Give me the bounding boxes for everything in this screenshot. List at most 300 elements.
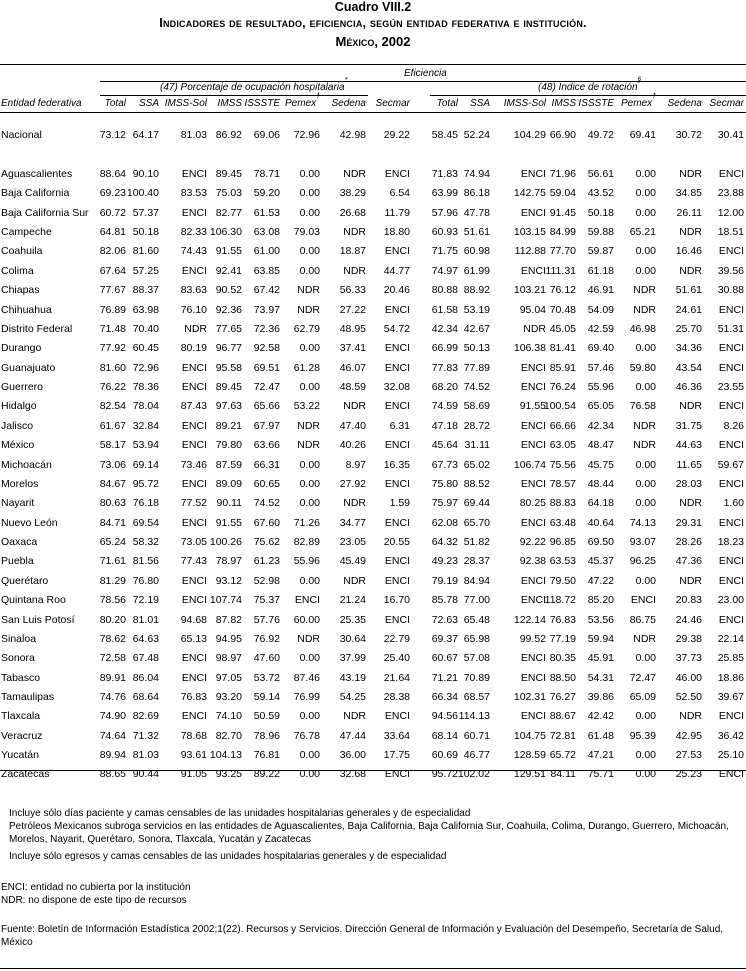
- table-cell: 74.43: [180, 245, 207, 258]
- table-cell: 54.25: [339, 690, 366, 703]
- table-cell: 0.00: [299, 652, 320, 665]
- table-cell: 94.68: [180, 613, 207, 626]
- table-cell: 81.56: [132, 555, 159, 568]
- table-cell: 89.94: [99, 749, 126, 762]
- table-cell: 69.14: [132, 458, 159, 471]
- table-cell: 79.03: [293, 226, 320, 239]
- table-cell: 65.13: [180, 632, 207, 645]
- table-cell: 65.21: [629, 226, 656, 239]
- table-cell: 60.98: [463, 245, 490, 258]
- legend-ndr: NDR: no dispone de este tipo de recursos: [1, 895, 187, 906]
- table-cell: 95.58: [215, 361, 242, 374]
- table-cell: 89.22: [253, 768, 280, 781]
- table-cell: 42.42: [587, 710, 614, 723]
- table-cell: 45.64: [431, 439, 458, 452]
- table-cell: 8.26: [723, 419, 744, 432]
- table-cell: 60.72: [99, 206, 126, 219]
- table-cell: NDR: [343, 168, 366, 180]
- table-cell: 69.44: [463, 497, 490, 510]
- table-cell: 77.67: [99, 284, 126, 297]
- table-cell: ENCI: [718, 574, 744, 587]
- table-cell: 46.91: [587, 284, 614, 297]
- table-cell: 76.58: [629, 400, 656, 413]
- table-cell: 72.19: [132, 594, 159, 607]
- table-cell: 12.00: [717, 206, 744, 219]
- table-cell: 76.83: [549, 613, 576, 626]
- table-cell: 29.38: [675, 632, 702, 645]
- table-cell: 46.36: [675, 381, 702, 394]
- table-cell: 8.97: [345, 458, 366, 471]
- row-label: Querétaro: [1, 574, 49, 587]
- table-cell: 22.79: [383, 632, 410, 645]
- table-cell: ENCI: [520, 381, 546, 394]
- table-cell: 65.66: [253, 400, 280, 413]
- footnote: Petróleos Mexicanos subroga servicios en las entidades de Aguascalientes, Baja California, Baja California Sur, Coahuila, Colima, Durango, Guerrero, Michoacán, Morelos, Nayarit, Querétaro, Sonora, Tlaxcala, Yucatán y Zacatecas: [9, 821, 729, 845]
- table-cell: 95.04: [519, 303, 546, 316]
- table-cell: 34.77: [339, 516, 366, 529]
- table-cell: 82.77: [215, 206, 242, 219]
- table-cell: 57.76: [253, 613, 280, 626]
- table-cell: 45.75: [587, 458, 614, 471]
- table-cell: 87.59: [215, 458, 242, 471]
- table-cell: 18.23: [717, 536, 744, 549]
- row-label: Guerrero: [1, 381, 44, 394]
- table-cell: 77.52: [180, 497, 207, 510]
- table-cell: NDR: [679, 574, 702, 587]
- table-cell: 88.37: [132, 284, 159, 297]
- table-cell: 69.50: [587, 536, 614, 549]
- table-cell: 42.59: [587, 322, 614, 335]
- table-cell: 75.71: [587, 768, 614, 781]
- table-cell: 29.31: [675, 516, 702, 529]
- table-cell: 47.44: [339, 729, 366, 742]
- table-cell: ENCI: [718, 342, 744, 355]
- table-cell: 40.64: [587, 516, 614, 529]
- table-cell: ENCI: [520, 574, 546, 587]
- table-cell: 88.92: [463, 284, 490, 297]
- table-cell: 11.65: [676, 458, 702, 471]
- table-cell: 85.20: [587, 594, 614, 607]
- table-cell: 37.41: [339, 342, 366, 355]
- table-cell: 78.04: [132, 400, 159, 413]
- table-cell: 1.59: [389, 497, 410, 510]
- table-cell: 28.72: [463, 419, 490, 432]
- row-label: Tamaulipas: [1, 690, 55, 703]
- table-cell: 76.83: [180, 690, 207, 703]
- table-cell: 30.64: [339, 632, 366, 645]
- table-cell: 95.72: [431, 768, 458, 781]
- table-cell: 0.00: [299, 206, 320, 219]
- eficiencia-label: Eficiencia: [404, 68, 447, 79]
- table-cell: 0.00: [299, 710, 320, 723]
- table-cell: 89.21: [215, 419, 242, 432]
- table-cell: 76.18: [132, 497, 159, 510]
- table-cell: ENCI: [181, 477, 207, 490]
- table-number: Cuadro VIII.2: [334, 0, 412, 14]
- table-cell: 59.80: [629, 361, 656, 374]
- table-cell: 88.65: [99, 768, 126, 781]
- row-label: Jalisco: [1, 419, 34, 432]
- table-cell: 61.99: [463, 264, 490, 277]
- table-cell: 86.04: [132, 671, 159, 684]
- table-cell: 81.41: [549, 342, 576, 355]
- table-cell: ENCI: [181, 361, 207, 374]
- table-cell: 84.11: [550, 768, 576, 781]
- table-cell: ENCI: [718, 477, 744, 490]
- table-cell: 0.00: [635, 710, 656, 723]
- row-label: Morelos: [1, 477, 39, 490]
- table-cell: NDR: [343, 574, 366, 587]
- table-cell: 48.59: [339, 381, 366, 394]
- table-cell: 60.45: [132, 342, 159, 355]
- table-cell: 61.18: [587, 264, 614, 277]
- column-header-ssa: SSA: [469, 98, 490, 109]
- table-cell: 111.31: [545, 264, 576, 277]
- table-cell: 64.17: [132, 129, 159, 141]
- table-cell: 69.06: [253, 129, 280, 141]
- table-cell: 72.96: [293, 129, 320, 141]
- table-cell: 23.88: [717, 187, 744, 200]
- table-cell: 100.40: [126, 187, 159, 200]
- table-cell: NDR: [297, 439, 320, 452]
- table-cell: 59.88: [587, 226, 614, 239]
- table-cell: 88.52: [463, 477, 490, 490]
- table-cell: 65.05: [587, 400, 614, 413]
- table-cell: 74.64: [99, 729, 126, 742]
- table-cell: 86.18: [463, 187, 490, 200]
- table-cell: 75.37: [253, 594, 280, 607]
- table-cell: 104.75: [513, 729, 546, 742]
- table-cell: 39.67: [717, 690, 744, 703]
- table-cell: 82.54: [99, 400, 126, 413]
- table-cell: 47.36: [675, 555, 702, 568]
- table-cell: NDR: [343, 710, 366, 723]
- table-cell: 65.02: [463, 458, 490, 471]
- table-cell: NDR: [297, 419, 320, 432]
- column-header-imss: IMSS: [217, 98, 242, 109]
- table-cell: 49.23: [431, 555, 458, 568]
- table-cell: 87.43: [180, 400, 207, 413]
- table-cell: 57.08: [463, 652, 490, 665]
- table-cell: 82.06: [99, 245, 126, 258]
- table-cell: 80.20: [99, 613, 126, 626]
- table-cell: ENCI: [181, 381, 207, 394]
- table-cell: 0.00: [635, 381, 656, 394]
- table-cell: 74.76: [99, 690, 126, 703]
- table-cell: 74.97: [431, 264, 458, 277]
- table-cell: 44.63: [675, 439, 702, 452]
- table-cell: 67.97: [253, 419, 280, 432]
- table-cell: NDR: [679, 168, 702, 180]
- table-cell: NDR: [343, 400, 366, 413]
- table-cell: 114.13: [458, 710, 490, 723]
- row-label: Veracruz: [1, 729, 43, 742]
- table-cell: 63.53: [549, 555, 576, 568]
- table-cell: 0.00: [299, 768, 320, 781]
- table-cell: 79.80: [215, 439, 242, 452]
- table-cell: 52.24: [463, 129, 490, 141]
- table-cell: 68.14: [431, 729, 458, 742]
- table-cell: ENCI: [520, 671, 546, 684]
- table-cell: 0.00: [299, 574, 320, 587]
- table-cell: 73.97: [253, 303, 280, 316]
- table-cell: 0.00: [299, 168, 320, 180]
- table-cell: 76.89: [99, 303, 126, 316]
- table-cell: 89.09: [215, 477, 242, 490]
- table-cell: 90.52: [215, 284, 242, 297]
- table-cell: 78.57: [549, 477, 576, 490]
- table-cell: 77.65: [215, 322, 242, 335]
- table-cell: 75.97: [431, 497, 458, 510]
- table-cell: 60.71: [463, 729, 490, 742]
- table-cell: ENCI: [520, 652, 546, 665]
- table-cell: 60.00: [293, 613, 320, 626]
- table-cell: ENCI: [718, 768, 744, 781]
- table-cell: 67.60: [253, 516, 280, 529]
- table-cell: 16.46: [675, 245, 702, 258]
- table-cell: 80.25: [519, 497, 546, 510]
- column-header-sedena: Sedena: [331, 98, 366, 109]
- table-cell: 45.37: [587, 555, 614, 568]
- table-cell: 80.88: [431, 284, 458, 297]
- table-cell: 90.11: [216, 497, 242, 510]
- table-cell: 18.51: [717, 226, 744, 239]
- table-cell: 92.22: [519, 536, 546, 549]
- table-cell: 65.70: [463, 516, 490, 529]
- table-cell: 46.00: [675, 671, 702, 684]
- table-cell: 48.95: [339, 322, 366, 335]
- table-cell: 91.55: [519, 400, 546, 413]
- table-cell: 122.14: [513, 613, 546, 626]
- table-cell: 93.61: [180, 749, 207, 762]
- table-cell: 57.37: [132, 206, 159, 219]
- table-cell: 6.54: [389, 187, 410, 200]
- table-cell: 72.63: [431, 613, 458, 626]
- table-cell: 78.62: [99, 632, 126, 645]
- table-cell: 73.46: [180, 458, 207, 471]
- table-cell: 0.00: [299, 749, 320, 762]
- table-cell: 32.08: [383, 381, 410, 394]
- table-cell: ENCI: [181, 419, 207, 432]
- table-cell: 72.58: [99, 652, 126, 665]
- table-cell: ENCI: [384, 710, 410, 723]
- table-cell: 63.05: [549, 439, 576, 452]
- table-cell: ENCI: [718, 555, 744, 568]
- table-cell: 59.20: [253, 187, 280, 200]
- table-cell: 50.18: [132, 226, 159, 239]
- table-cell: 24.61: [675, 303, 702, 316]
- table-cell: 67.42: [253, 284, 280, 297]
- table-cell: 66.66: [549, 419, 576, 432]
- row-label: Guanajuato: [1, 361, 56, 374]
- table-cell: 96.85: [549, 536, 576, 549]
- table-cell: 58.32: [132, 536, 159, 549]
- table-cell: 63.08: [253, 226, 280, 239]
- table-cell: 0.00: [635, 477, 656, 490]
- table-cell: 16.70: [383, 594, 410, 607]
- table-cell: 48.47: [587, 439, 614, 452]
- table-cell: ENCI: [181, 710, 207, 723]
- table-cell: 98.97: [215, 652, 242, 665]
- table-cell: 84.99: [549, 226, 576, 239]
- column-header-entidad: Entidad federativa: [1, 98, 82, 109]
- table-cell: 0.00: [635, 168, 656, 180]
- legend-enci: ENCI: entidad no cubierta por la institución: [1, 882, 191, 893]
- table-cell: 55.96: [293, 555, 320, 568]
- table-cell: ENCI: [520, 168, 546, 180]
- header-rule: [0, 112, 746, 113]
- table-cell: 65.72: [549, 749, 576, 762]
- table-cell: 71.26: [293, 516, 320, 529]
- table-cell: 84.94: [463, 574, 490, 587]
- table-cell: 0.00: [299, 381, 320, 394]
- row-label: Baja California Sur: [1, 206, 89, 219]
- table-cell: 107.74: [209, 594, 242, 607]
- table-cell: 61.53: [253, 206, 280, 219]
- table-cell: 71.61: [99, 555, 126, 568]
- table-cell: 50.18: [587, 206, 614, 219]
- table-cell: ENCI: [384, 477, 410, 490]
- table-cell: ENCI: [384, 245, 410, 258]
- table-cell: 78.56: [99, 594, 126, 607]
- table-cell: ENCI: [520, 439, 546, 452]
- table-cell: ENCI: [520, 516, 546, 529]
- table-cell: 25.85: [717, 652, 744, 665]
- table-cell: 74.13: [629, 516, 656, 529]
- table-cell: 76.10: [180, 303, 207, 316]
- table-cell: 49.72: [587, 129, 614, 141]
- table-cell: 53.19: [463, 303, 490, 316]
- table-cell: ENCI: [718, 516, 744, 529]
- table-cell: NDR: [679, 226, 702, 239]
- table-cell: 78.36: [132, 381, 159, 394]
- table-cell: 70.89: [463, 671, 490, 684]
- table-cell: 0.00: [299, 477, 320, 490]
- table-cell: 94.56: [431, 710, 458, 723]
- table-cell: 91.55: [215, 245, 242, 258]
- source-note: Fuente: Boletín de Información Estadística 2002;1(22). Recursos y Servicios. Dirección General de Información y Evaluación del Desempeño, Secretaría de Salud, México: [1, 924, 724, 948]
- table-cell: 38.29: [339, 187, 366, 200]
- table-cell: 0.00: [299, 264, 320, 277]
- table-cell: 37.73: [675, 652, 702, 665]
- table-cell: 25.23: [675, 768, 702, 781]
- table-cell: 77.00: [463, 594, 490, 607]
- column-header-secmar: Secmar: [375, 98, 410, 109]
- table-cell: 74.94: [463, 168, 490, 180]
- table-cell: 60.93: [431, 226, 458, 239]
- table-cell: 30.72: [675, 129, 702, 141]
- table-cell: 60.67: [431, 652, 458, 665]
- column-header-issste: ISSSTE: [578, 98, 614, 109]
- table-cell: 69.41: [629, 129, 656, 141]
- table-cell: 76.92: [253, 632, 280, 645]
- table-cell: 26.11: [676, 206, 702, 219]
- table-cell: ENCI: [181, 168, 207, 180]
- table-cell: 21.24: [339, 594, 366, 607]
- table-cell: 89.91: [99, 671, 126, 684]
- column-header-total: Total: [436, 98, 458, 109]
- table-cell: 91.55: [215, 516, 242, 529]
- table-cell: 102.31: [513, 690, 546, 703]
- table-cell: 60.65: [253, 477, 280, 490]
- table-cell: 92.41: [215, 264, 242, 277]
- table-cell: 90.44: [132, 768, 159, 781]
- table-cell: ENCI: [718, 710, 744, 723]
- table-cell: 0.00: [635, 458, 656, 471]
- table-cell: 50.13: [463, 342, 490, 355]
- table-cell: 20.83: [675, 594, 702, 607]
- table-cell: 88.50: [549, 671, 576, 684]
- table-cell: 59.94: [587, 632, 614, 645]
- table-cell: 0.00: [299, 245, 320, 258]
- table-cell: 66.99: [431, 342, 458, 355]
- table-cell: 71.21: [431, 671, 458, 684]
- table-cell: ENCI: [181, 439, 207, 452]
- table-cell: ENCI: [718, 303, 744, 316]
- table-cell: 89.45: [215, 168, 242, 180]
- table-cell: 45.49: [339, 555, 366, 568]
- table-cell: 71.32: [132, 729, 159, 742]
- table-cell: ENCI: [520, 594, 546, 607]
- row-label: Nuevo León: [1, 516, 58, 529]
- table-cell: NDR: [343, 226, 366, 239]
- table-cell: ENCI: [384, 516, 410, 529]
- table-cell: 25.40: [383, 652, 410, 665]
- table-cell: 30.41: [717, 129, 744, 141]
- table-cell: 76.12: [549, 284, 576, 297]
- table-cell: 77.83: [431, 361, 458, 374]
- table-cell: 61.48: [587, 729, 614, 742]
- table-cell: 57.25: [132, 264, 159, 277]
- table-cell: ENCI: [384, 613, 410, 626]
- table-cell: 25.35: [339, 613, 366, 626]
- table-cell: ENCI: [384, 400, 410, 413]
- table-cell: 6.31: [389, 419, 410, 432]
- table-cell: 81.01: [132, 613, 159, 626]
- table-cell: 59.04: [549, 187, 576, 200]
- table-cell: 112.88: [514, 245, 546, 258]
- row-label: Aguascalientes: [1, 168, 73, 180]
- table-cell: 74.52: [463, 381, 490, 394]
- column-header-sedena: Sedena: [667, 98, 702, 109]
- table-cell: 27.22: [339, 303, 366, 316]
- table-cell: 28.37: [463, 555, 490, 568]
- table-cell: NDR: [679, 264, 702, 277]
- table-cell: 0.00: [299, 497, 320, 510]
- table-cell: 0.00: [299, 342, 320, 355]
- table-cell: 91.05: [180, 768, 207, 781]
- table-cell: 69.40: [587, 342, 614, 355]
- table-cell: 79.50: [549, 574, 576, 587]
- column-header-pemex: Pemex†: [284, 93, 320, 109]
- table-cell: 93.25: [215, 768, 242, 781]
- group-rotacion-rule: [430, 95, 746, 96]
- table-cell: 78.96: [253, 729, 280, 742]
- table-cell: NDR: [297, 303, 320, 316]
- table-cell: 47.18: [431, 419, 458, 432]
- table-cell: 28.03: [675, 477, 702, 490]
- table-cell: 88.83: [549, 497, 576, 510]
- table-cell: ENCI: [520, 477, 546, 490]
- table-cell: 90.10: [132, 168, 159, 180]
- table-cell: 76.78: [293, 729, 320, 742]
- table-cell: ENCI: [181, 264, 207, 277]
- table-cell: 51.31: [717, 322, 744, 335]
- column-header-total: Total: [104, 98, 126, 109]
- table-cell: 75.62: [253, 536, 280, 549]
- table-cell: 58.69: [463, 400, 490, 413]
- table-cell: 64.63: [132, 632, 159, 645]
